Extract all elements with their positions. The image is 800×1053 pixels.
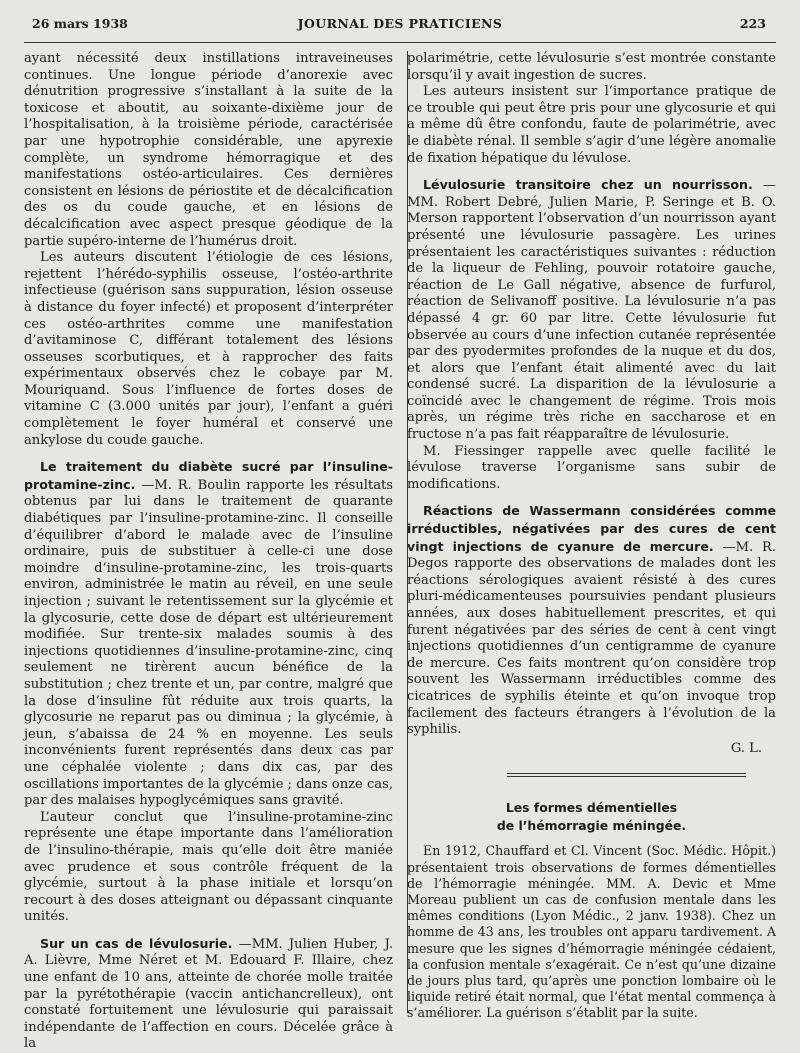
section-body: —MM. Julien Huber, J. A. Lièvre, Mme Néret et M. Edouard F. Illaire, chez une enfant de 10 ans, atteinte de chorée molle traitée par la pyrétothérapie (vaccin antichancrelleux), ont constaté fortuitement une lévulosurie qui paraissait indépendante de l’affection en cours. Décelée grâce à la [24, 936, 393, 1052]
author-signature: G. L. [730, 740, 762, 756]
section-transient-levulosuria [407, 177, 776, 444]
section-heading: Le traitement du diabète sucré par l’insuline-protamine-zinc. [24, 459, 393, 492]
header-date: 26 mars 1938 [32, 16, 128, 31]
section-body: — MM. Robert Debré, Julien Marie, P. Seringe et B. O. Merson rapportent l’observation d’un nourrisson ayant présenté une lévulosurie passagère. Les urines présentaient les caractéristiques suivantes : réduction de la liqueur de Fehling, pouvoir rotatoire gauche, réaction de Le Gall négative, absence de furfurol, réaction de Selivanoff positive. La lévulosurie n’a pas dépassé 4 gr. 60 par litre. Cette lévulosurie fut observée au cours d’une infection cutanée représentée par des pyodermites profondes de la nuque et du dos, et alors que l’enfant était alimenté avec du lait condensé sucré. La disparition de la lévulosurie a coïncidé avec le changement de régime. Trois mois après, un régime très riche en saccharose et en fructose n’a pas fait réapparaître de lévulosurie. [407, 178, 776, 443]
article-body: En 1912, Chauffard et Cl. Vincent (Soc. Médic. Hôpit.) présentaient trois observations de formes démentielles de l’hémorragie méningée. MM. A. Devic et Mme Moreau publient un cas de confusion mentale dans les mêmes conditions (Lyon Médic., 2 janv. 1938). Chez un homme de 43 ans, les troubles ont apparu tardivement. A mesure que les signes d’hémorragie méningée cédaient, la confusion mentale s’exagérait. Ce n’est qu’une dizaine de jours plus tard, qu’après une ponction lombaire où le liquide retiré était normal, que l’état mental commença à s’améliorer. La guérison s’établit par la suite. [407, 843, 776, 1021]
section-wassermann [407, 503, 776, 738]
article-title-line-2: de l’hémorragie méningée. [496, 818, 687, 834]
paragraph: M. Fiessinger rappelle avec quelle facilité le lévulose traverse l’organisme sans subir de modifications. [407, 443, 776, 492]
header-journal-title: JOURNAL DES PRATICIENS [297, 16, 503, 31]
article-title [407, 799, 776, 835]
section-heading: Sur un cas de lévulosurie. [40, 935, 233, 951]
section-body: —M. R. Boulin rapporte les résultats obtenus par lui dans le traitement de quarante diabétiques par l’insuline-protamine-zinc. Il conseille d’équilibrer d’abord le malade avec de l’insuline ordinaire, puis de substituer à celle-ci une dose moindre d’insuline-protamine-zinc, les trois-quarts environ, administrée le matin au réveil, en une seule injection ; suivant le retentissement sur la glycémie et la glycosurie, cette dose de départ est ultérieurement modifiée. Sur trente-six malades soumis à des injections quotidiennes d’insuline-protamine-zinc, cinq seulement ne tirèrent aucun bénéfice de la substitution ; chez trente et un, par contre, malgré que la dose d’insuline fût réduite aux trois quarts, la glycosurie ne reparut pas ou diminua ; la glycémie, à jeun, s’abaissa de 24 % en moyenne. Les seuls inconvénients furent représentés dans deux cas par une céphalée violente ; dans dix cas, par des oscillations importantes de la glycémie ; dans onze cas, par des malaises hypoglycémiques sans gravité. [24, 477, 393, 809]
section-body: —M. R. Degos rapporte des observations de malades dont les réactions sérologiques avaient résisté à des cures pluri-médicamenteuses poursuivies pendant plusieurs années, aux doses habituellement prescrites, et qui furent négativées par des séries de cent à cent vingt injections quotidiennes d’un centigramme de cyanure de mercure. Ces faits montrent qu’on considère trop souvent les Wassermann irréductibles comme des cicatrices de syphilis éteinte et qu’on invoque trop facilement des facteurs étrangers à l’évolution de la syphilis. [407, 539, 776, 738]
paragraph: Les auteurs insistent sur l’importance pratique de ce trouble qui peut être pris pour une glycosurie et qui a même dû être confondu, faute de polarimétrie, avec le diabète rénal. Il semble s’agir d’une légère anomalie de fixation hépatique du lévulose. [407, 84, 776, 166]
double-rule-separator [507, 773, 746, 777]
left-column [24, 51, 393, 1053]
section-insulin-protamine [24, 459, 393, 809]
right-column [407, 51, 776, 1053]
paragraph: polarimétrie, cette lévulosurie s’est montrée constante lorsqu’il y avait ingestion de sucres. [407, 51, 776, 83]
paragraph: L’auteur conclut que l’insuline-protamine-zinc représente une étape importante dans l’amélioration de l’insulino-thérapie, mais qu’elle doit être maniée avec prudence et sous contrôle fréquent de la glycémie, surtout à la phase initiale et lorsqu’on recourt à des doses atteignant ou dépassant cinquante unités. [24, 809, 393, 925]
page-header [24, 14, 776, 36]
column-divider [407, 51, 408, 1013]
article-title-line-1: Les formes démentielles [505, 800, 678, 816]
paragraph: Les auteurs discutent l’étiologie de ces lésions, rejettent l’hérédo-syphilis osseuse, l’ostéo-arthrite infectieuse (guérison sans suppuration, lésion osseuse à distance du foyer infecté) et proposent d’interpréter ces ostéo-arthrites comme une manifestation d’avitaminose C, différant totalement des lésions osseuses scorbutiques, et à rapprocher des faits expérimentaux observés chez le cobaye par M. Mouriquand. Sous l’influence de fortes doses de vitamine C (3.000 unités par jour), l’enfant a guéri complètement le foyer huméral et conservé une ankylose du coude gauche. [24, 250, 393, 448]
header-rule [24, 42, 776, 43]
section-levulosuria-case [24, 936, 393, 1053]
paragraph: ayant nécessité deux instillations intraveineuses continues. Une longue période d’anorexie avec dénutrition progressive s’installant à la suite de la toxicose et aboutit, au soixante-dixième jour de l’hospitalisation, à la troisième période, caractérisée par une hypotrophie considérable, une apyrexie complète, un syndrome hémorragique et des manifestations ostéo-articulaires. Ces dernières consistent en lésions de périostite et de décalcification des os du coude gauche, et en lésions de décalcification avec aspect presque géodique de la partie supéro-interne de l’humérus droit. [24, 51, 393, 249]
two-column-body [24, 51, 776, 1053]
section-heading: Réactions de Wassermann considérées comme irréductibles, négativées par des cures de cent vingt injections de cyanure de mercure. [407, 503, 776, 554]
header-page-number: 223 [739, 16, 766, 31]
section-heading: Lévulosurie transitoire chez un nourrisson. [423, 177, 753, 193]
